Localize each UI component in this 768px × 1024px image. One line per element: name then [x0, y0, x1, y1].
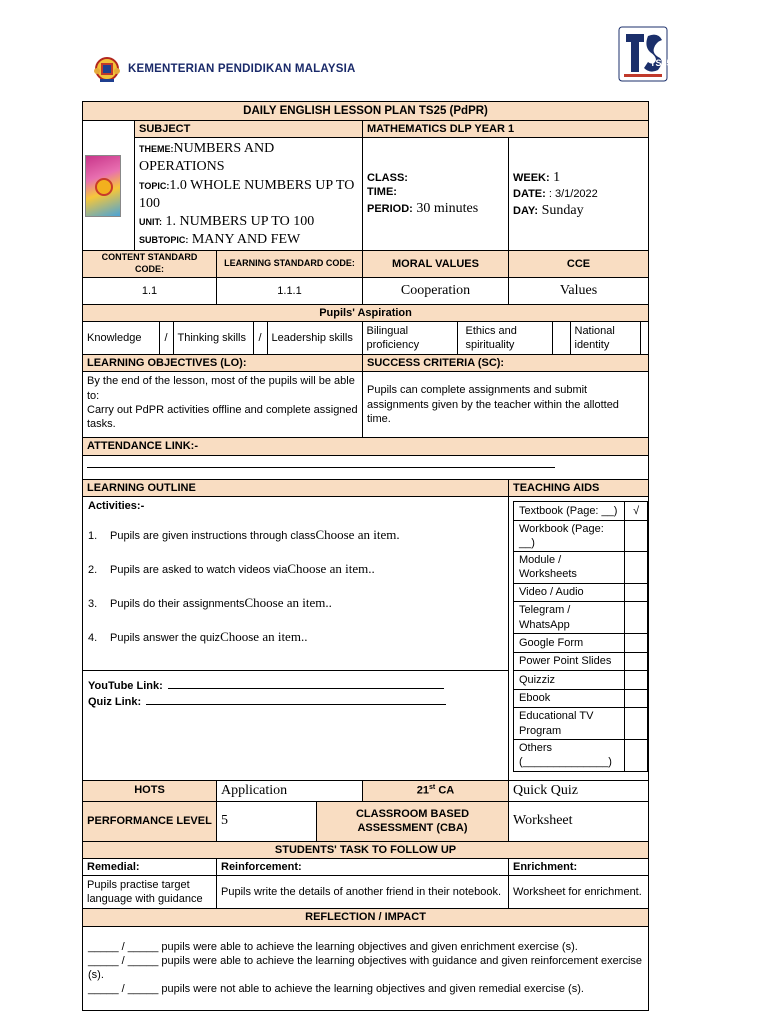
theme-label: THEME:	[139, 144, 174, 155]
activity-item	[88, 561, 503, 578]
aspiration-thinking-mark: /	[253, 322, 267, 354]
quiz-link-field[interactable]	[146, 704, 446, 705]
teaching-aid-row	[514, 633, 648, 652]
cba-label: CLASSROOM BASED ASSESSMENT (CBA)	[317, 801, 509, 841]
reflection-body	[83, 926, 649, 1010]
learning-standard-label: LEARNING STANDARD CODE:	[217, 251, 363, 277]
ministry-header	[92, 52, 392, 86]
activity-text: Pupils answer the quiz	[110, 631, 221, 644]
ca-value: Quick Quiz	[509, 780, 649, 801]
attendance-link-line	[87, 467, 555, 468]
teaching-aid-checkbox[interactable]	[625, 689, 648, 708]
learning-standard-value: 1.1.1	[217, 277, 363, 304]
performance-level-label: PERFORMANCE LEVEL	[83, 801, 217, 841]
malaysia-crest-icon	[92, 54, 122, 84]
aspiration-knowledge-mark: /	[159, 322, 173, 354]
activity-number: 3.	[88, 598, 98, 611]
teaching-aid-name: Power Point Slides	[514, 652, 625, 671]
day-value: Sunday	[538, 202, 584, 218]
teaching-aid-checkbox[interactable]	[625, 671, 648, 690]
activity-item	[88, 595, 503, 612]
ts25-logo-icon	[618, 26, 672, 82]
ts25-logo	[618, 26, 672, 82]
teaching-aid-name: Module / Worksheets	[514, 552, 625, 584]
activity-choice-dropdown[interactable]: Choose an item.	[315, 527, 400, 543]
week-label: WEEK:	[513, 172, 550, 185]
teaching-aid-checkbox[interactable]	[625, 708, 648, 740]
teaching-aids-label: TEACHING AIDS	[509, 479, 649, 496]
teaching-aid-name: Google Form	[514, 633, 625, 652]
week-value: 1	[549, 170, 561, 186]
aspiration-ethics-mark	[552, 322, 570, 354]
ca-label-num: 21	[416, 784, 430, 797]
topic-label: TOPIC:	[139, 180, 170, 191]
lesson-plan-table	[82, 101, 649, 1011]
teaching-aid-row	[514, 652, 648, 671]
hots-value: Application	[217, 780, 363, 801]
activities-label: Activities:-	[88, 499, 145, 512]
attendance-link-field[interactable]	[83, 455, 649, 479]
enrichment-text: Worksheet for enrichment.	[509, 876, 649, 909]
lesson-details	[135, 138, 363, 251]
aspiration-row	[83, 322, 649, 355]
aspiration-knowledge: Knowledge	[83, 322, 159, 354]
date-value: : 3/1/2022	[545, 188, 598, 201]
content-standard-label: CONTENT STANDARD CODE:	[83, 251, 217, 277]
cce-value: Values	[509, 277, 649, 304]
class-label: CLASS:	[367, 171, 408, 184]
teaching-aid-checkbox[interactable]	[625, 520, 648, 552]
activity-choice-dropdown[interactable]: Choose an item..	[287, 561, 375, 577]
week-info	[509, 138, 649, 251]
sc-label: SUCCESS CRITERIA (SC):	[363, 355, 649, 372]
period-value: 30 minutes	[412, 200, 479, 216]
moral-values-value: Cooperation	[363, 277, 509, 304]
reflection-title: REFLECTION / IMPACT	[83, 909, 649, 926]
ministry-name: KEMENTERIAN PENDIDIKAN MALAYSIA	[128, 63, 356, 75]
hots-label: HOTS	[83, 780, 217, 801]
followup-title: STUDENTS' TASK TO FOLLOW UP	[83, 841, 649, 858]
learning-outline	[83, 496, 509, 780]
attendance-label: ATTENDANCE LINK:-	[83, 438, 649, 455]
teaching-aid-row	[514, 671, 648, 690]
remedial-label: Remedial:	[83, 859, 217, 876]
teaching-aid-row	[514, 689, 648, 708]
teaching-aid-row	[514, 501, 648, 520]
aspiration-title: Pupils' Aspiration	[83, 304, 649, 321]
ca-label	[363, 780, 509, 801]
lo-label: LEARNING OBJECTIVES (LO):	[83, 355, 363, 372]
subject-value: MATHEMATICS DLP YEAR 1	[363, 121, 649, 138]
teaching-aid-checkbox[interactable]	[625, 602, 648, 634]
teaching-aid-name: Telegram / WhatsApp	[514, 602, 625, 634]
cce-label: CCE	[509, 251, 649, 277]
subtopic-label: SUBTOPIC:	[139, 235, 189, 246]
aspiration-bilingual: Bilingual proficiency	[362, 322, 457, 354]
teaching-aid-row	[514, 708, 648, 740]
aspiration-thinking: Thinking skills	[173, 322, 253, 354]
activity-choice-dropdown[interactable]: Choose an item..	[220, 628, 308, 644]
aspiration-national: National identity	[570, 322, 640, 354]
aspiration-leadership: Leadership skills	[267, 322, 362, 354]
activity-text: Pupils do their assignments	[110, 598, 245, 611]
enrichment-label: Enrichment:	[509, 859, 649, 876]
teaching-aid-checkbox[interactable]	[625, 652, 648, 671]
activities-list	[88, 527, 503, 646]
reinforcement-label: Reinforcement:	[217, 859, 509, 876]
teaching-aid-checkbox[interactable]	[625, 633, 648, 652]
ts25-logo-text: TS25	[650, 58, 672, 68]
learning-outline-label: LEARNING OUTLINE	[83, 479, 509, 496]
unit-label: UNIT:	[139, 217, 162, 228]
textbook-cover	[83, 121, 135, 251]
subject-label: SUBJECT	[135, 121, 363, 138]
teaching-aid-name: Video / Audio	[514, 583, 625, 602]
unit-value: 1. NUMBERS UP TO 100	[162, 214, 315, 230]
teaching-aid-row	[514, 583, 648, 602]
activity-text: Pupils are asked to watch videos via	[110, 564, 288, 577]
theme-value: NUMBERS AND OPERATIONS	[139, 141, 275, 175]
teaching-aid-name: Quizziz	[514, 671, 625, 690]
ca-label-sup: st	[429, 784, 436, 792]
class-info	[363, 138, 509, 251]
teaching-aid-checkbox[interactable]	[625, 583, 648, 602]
teaching-aid-name: Ebook	[514, 689, 625, 708]
aspiration-national-mark	[640, 322, 657, 354]
activity-number: 2.	[88, 564, 98, 577]
lo-text	[83, 372, 363, 438]
sc-text: Pupils can complete assignments and submit assignments given by the teacher within the allotted time.	[363, 372, 649, 438]
lo-text-body: Carry out PdPR activities offline and complete assigned tasks.	[87, 403, 358, 431]
teaching-aid-name: Others (______________)	[514, 739, 625, 771]
teaching-aid-row	[514, 520, 648, 552]
youtube-link-field[interactable]	[168, 688, 444, 689]
reflection-line-enrichment: _____ / _____ pupils were able to achieve the learning objectives and given enrichment exercise (s).	[88, 940, 578, 953]
time-label: TIME:	[367, 186, 397, 199]
teaching-aid-name: Workbook (Page: __)	[514, 520, 625, 552]
lesson-plan	[82, 101, 648, 1011]
teaching-aid-row	[514, 739, 648, 771]
activity-text: Pupils are given instructions through class	[110, 530, 316, 543]
textbook-cover-image	[85, 155, 121, 217]
ca-label-suffix: CA	[435, 784, 455, 797]
reinforcement-text: Pupils write the details of another friend in their notebook.	[217, 876, 509, 909]
day-label: DAY:	[513, 204, 539, 217]
quiz-link-label: Quiz Link:	[88, 696, 142, 709]
youtube-link-label: YouTube Link:	[88, 679, 163, 692]
teaching-aid-checkbox[interactable]	[625, 739, 648, 771]
links-box	[83, 671, 508, 710]
activity-choice-dropdown[interactable]: Choose an item..	[244, 595, 332, 611]
teaching-aid-name: Educational TV Program	[514, 708, 625, 740]
topic-value: 1.0 WHOLE NUMBERS UP TO 100	[139, 177, 355, 211]
period-label: PERIOD:	[367, 202, 413, 215]
teaching-aid-row	[514, 602, 648, 634]
reflection-line-reinforcement: _____ / _____ pupils were able to achieve the learning objectives with guidance and given reinforcement exercise (s).	[88, 954, 643, 982]
plan-title: DAILY ENGLISH LESSON PLAN TS25 (PdPR)	[83, 102, 649, 121]
activity-number: 1.	[88, 530, 98, 543]
aspiration-ethics: Ethics and spirituality	[457, 322, 552, 354]
teaching-aids	[509, 496, 649, 780]
date-label: DATE:	[513, 188, 546, 201]
subtopic-value: MANY AND FEW	[188, 232, 301, 248]
performance-level-value: 5	[217, 801, 317, 841]
teaching-aid-row	[514, 552, 648, 584]
remedial-text: Pupils practise target language with guidance	[83, 876, 217, 909]
activity-item	[88, 527, 503, 544]
activity-item	[88, 629, 503, 646]
reflection-line-remedial: _____ / _____ pupils were not able to achieve the learning objectives and given remedial exercise (s).	[88, 983, 584, 996]
lo-text-intro: By the end of the lesson, most of the pupils will be able to:	[87, 375, 355, 402]
teaching-aid-name: Textbook (Page: __)	[514, 501, 625, 520]
content-standard-value: 1.1	[83, 277, 217, 304]
activities-box	[83, 497, 508, 671]
teaching-aid-checkbox[interactable]: √	[625, 501, 648, 520]
teaching-aids-table	[513, 501, 648, 772]
teaching-aid-checkbox[interactable]	[625, 552, 648, 584]
activity-number: 4.	[88, 631, 98, 644]
moral-values-label: MORAL VALUES	[363, 251, 509, 277]
cba-value: Worksheet	[509, 801, 649, 841]
